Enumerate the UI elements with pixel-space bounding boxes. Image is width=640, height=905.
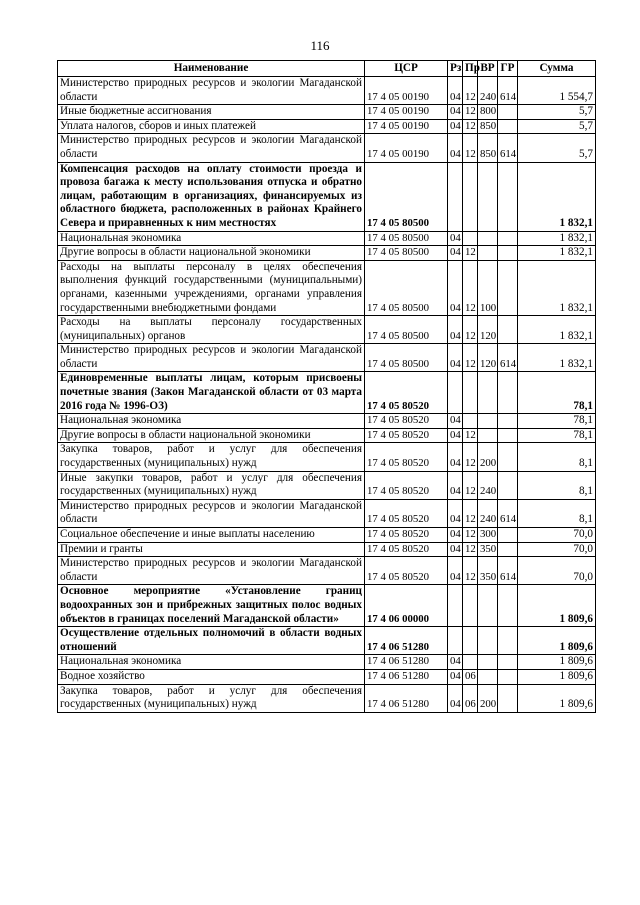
- cell-vr: 100: [478, 260, 498, 315]
- cell-name: Единовременные выплаты лицам, которым присвоены почетные звания (Закон Магаданской области от 03 марта 2016 года № 1996-ОЗ): [58, 372, 365, 414]
- cell-csr: 17 4 05 00190: [365, 134, 448, 162]
- cell-rz: 04: [448, 316, 463, 344]
- cell-name: Компенсация расходов на оплату стоимости проезда и провоза багажа к месту использования отпуска и обратно лицам, работающим в организациях, финансируемых из областного бюджета, расположенных в районах Крайнего Севера и приравненных к ним местностях: [58, 162, 365, 231]
- cell-name: Закупка товаров, работ и услуг для обеспечения государственных (муниципальных) нужд: [58, 684, 365, 712]
- table-row: [58, 344, 596, 372]
- cell-pr: 12: [463, 246, 478, 261]
- cell-vr: 200: [478, 684, 498, 712]
- table-row: [58, 528, 596, 543]
- cell-pr: [463, 627, 478, 655]
- cell-csr: 17 4 06 51280: [365, 655, 448, 670]
- header-name: Наименование: [58, 61, 365, 77]
- page-number: 116: [310, 38, 330, 53]
- cell-rz: 04: [448, 443, 463, 471]
- table-row: [58, 246, 596, 261]
- cell-name: Министерство природных ресурсов и экологии Магаданской области: [58, 499, 365, 527]
- cell-sum: 5,7: [518, 105, 596, 120]
- cell-name: Министерство природных ресурсов и экологии Магаданской области: [58, 557, 365, 585]
- table-row: [58, 162, 596, 231]
- cell-csr: 17 4 06 51280: [365, 669, 448, 684]
- cell-gr: [498, 231, 518, 246]
- cell-sum: 1 832,1: [518, 316, 596, 344]
- cell-gr: 614: [498, 499, 518, 527]
- budget-table: [57, 60, 596, 713]
- cell-vr: 350: [478, 542, 498, 557]
- table-body: [58, 77, 596, 713]
- table-row: [58, 655, 596, 670]
- cell-gr: [498, 471, 518, 499]
- cell-gr: [498, 655, 518, 670]
- cell-csr: 17 4 05 80520: [365, 542, 448, 557]
- cell-name: Национальная экономика: [58, 414, 365, 429]
- cell-gr: 614: [498, 344, 518, 372]
- cell-csr: 17 4 05 80500: [365, 246, 448, 261]
- cell-pr: 06: [463, 669, 478, 684]
- table-row: [58, 105, 596, 120]
- cell-csr: 17 4 05 80520: [365, 414, 448, 429]
- cell-pr: 12: [463, 528, 478, 543]
- header-pr: Пр: [463, 61, 478, 77]
- cell-vr: [478, 372, 498, 414]
- cell-pr: 12: [463, 471, 478, 499]
- cell-name: Уплата налогов, сборов и иных платежей: [58, 119, 365, 134]
- cell-pr: [463, 585, 478, 627]
- cell-rz: 04: [448, 655, 463, 670]
- table-row: [58, 669, 596, 684]
- cell-sum: 1 832,1: [518, 162, 596, 231]
- cell-gr: [498, 542, 518, 557]
- cell-csr: 17 4 06 00000: [365, 585, 448, 627]
- cell-pr: 06: [463, 684, 478, 712]
- cell-rz: 04: [448, 344, 463, 372]
- cell-pr: 12: [463, 499, 478, 527]
- cell-name: Основное мероприятие «Установление границ водоохранных зон и прибрежных защитных полос водных объектов в границах поселений Магаданской области»: [58, 585, 365, 627]
- cell-rz: 04: [448, 684, 463, 712]
- cell-sum: 5,7: [518, 134, 596, 162]
- cell-csr: 17 4 05 00190: [365, 119, 448, 134]
- cell-rz: 04: [448, 542, 463, 557]
- cell-sum: 1 554,7: [518, 77, 596, 105]
- cell-vr: [478, 669, 498, 684]
- cell-vr: [478, 655, 498, 670]
- cell-csr: 17 4 06 51280: [365, 684, 448, 712]
- cell-csr: 17 4 05 00190: [365, 77, 448, 105]
- cell-rz: [448, 627, 463, 655]
- cell-name: Национальная экономика: [58, 655, 365, 670]
- cell-sum: 78,1: [518, 372, 596, 414]
- cell-gr: [498, 316, 518, 344]
- cell-gr: 614: [498, 134, 518, 162]
- cell-gr: [498, 528, 518, 543]
- cell-gr: [498, 443, 518, 471]
- cell-name: Расходы на выплаты персоналу в целях обеспечения выполнения функций государственными (муниципальными) органами, казенными учреждениями, органами управления государственными внебюджетными фондами: [58, 260, 365, 315]
- cell-gr: [498, 162, 518, 231]
- table-row: [58, 471, 596, 499]
- cell-gr: [498, 684, 518, 712]
- table-row: [58, 372, 596, 414]
- cell-sum: 70,0: [518, 557, 596, 585]
- cell-name: Иные бюджетные ассигнования: [58, 105, 365, 120]
- cell-pr: [463, 655, 478, 670]
- cell-rz: 04: [448, 669, 463, 684]
- cell-vr: 850: [478, 119, 498, 134]
- cell-vr: [478, 246, 498, 261]
- cell-pr: 12: [463, 105, 478, 120]
- cell-csr: 17 4 05 80520: [365, 372, 448, 414]
- cell-name: Премии и гранты: [58, 542, 365, 557]
- cell-vr: 800: [478, 105, 498, 120]
- header-sum: Сумма: [518, 61, 596, 77]
- table-row: [58, 414, 596, 429]
- cell-pr: 12: [463, 542, 478, 557]
- cell-sum: 1 832,1: [518, 260, 596, 315]
- cell-csr: 17 4 05 80500: [365, 162, 448, 231]
- cell-sum: 70,0: [518, 542, 596, 557]
- cell-csr: 17 4 05 80520: [365, 471, 448, 499]
- cell-csr: 17 4 05 80520: [365, 428, 448, 443]
- cell-vr: 300: [478, 528, 498, 543]
- cell-gr: [498, 414, 518, 429]
- cell-pr: 12: [463, 428, 478, 443]
- cell-sum: 8,1: [518, 443, 596, 471]
- cell-gr: [498, 246, 518, 261]
- cell-sum: 1 832,1: [518, 246, 596, 261]
- cell-gr: [498, 669, 518, 684]
- cell-vr: 240: [478, 499, 498, 527]
- cell-sum: 5,7: [518, 119, 596, 134]
- cell-sum: 78,1: [518, 428, 596, 443]
- cell-name: Другие вопросы в области национальной экономики: [58, 428, 365, 443]
- cell-rz: [448, 372, 463, 414]
- table-row: [58, 684, 596, 712]
- cell-vr: 120: [478, 344, 498, 372]
- cell-sum: 8,1: [518, 499, 596, 527]
- cell-pr: 12: [463, 443, 478, 471]
- cell-pr: [463, 414, 478, 429]
- cell-csr: 17 4 05 80520: [365, 499, 448, 527]
- cell-name: Национальная экономика: [58, 231, 365, 246]
- table-row: [58, 627, 596, 655]
- cell-sum: 1 832,1: [518, 231, 596, 246]
- table-row: [58, 134, 596, 162]
- cell-rz: 04: [448, 471, 463, 499]
- cell-rz: 04: [448, 260, 463, 315]
- table-row: [58, 231, 596, 246]
- table-row: [58, 585, 596, 627]
- cell-rz: 04: [448, 499, 463, 527]
- cell-csr: 17 4 05 80520: [365, 528, 448, 543]
- cell-pr: 12: [463, 260, 478, 315]
- cell-vr: [478, 627, 498, 655]
- cell-pr: 12: [463, 316, 478, 344]
- cell-csr: 17 4 05 80520: [365, 557, 448, 585]
- cell-vr: [478, 162, 498, 231]
- header-rz: Рз: [448, 61, 463, 77]
- table-row: [58, 499, 596, 527]
- cell-rz: 04: [448, 528, 463, 543]
- cell-sum: 1 809,6: [518, 655, 596, 670]
- cell-gr: [498, 372, 518, 414]
- cell-name: Осуществление отдельных полномочий в области водных отношений: [58, 627, 365, 655]
- cell-csr: 17 4 05 80500: [365, 316, 448, 344]
- cell-vr: 350: [478, 557, 498, 585]
- cell-vr: [478, 414, 498, 429]
- header-gr: ГР: [498, 61, 518, 77]
- cell-name: Министерство природных ресурсов и экологии Магаданской области: [58, 344, 365, 372]
- cell-rz: 04: [448, 77, 463, 105]
- cell-vr: 850: [478, 134, 498, 162]
- cell-sum: 1 809,6: [518, 627, 596, 655]
- cell-sum: 78,1: [518, 414, 596, 429]
- cell-sum: 1 809,6: [518, 669, 596, 684]
- cell-gr: [498, 585, 518, 627]
- cell-gr: [498, 428, 518, 443]
- cell-pr: 12: [463, 119, 478, 134]
- cell-gr: [498, 105, 518, 120]
- cell-sum: 1 809,6: [518, 585, 596, 627]
- cell-pr: [463, 372, 478, 414]
- cell-csr: 17 4 05 80500: [365, 260, 448, 315]
- table-header-row: [58, 61, 596, 77]
- cell-csr: 17 4 05 80500: [365, 344, 448, 372]
- cell-pr: 12: [463, 134, 478, 162]
- table-row: [58, 77, 596, 105]
- header-csr: ЦСР: [365, 61, 448, 77]
- cell-csr: 17 4 05 80520: [365, 443, 448, 471]
- cell-name: Другие вопросы в области национальной экономики: [58, 246, 365, 261]
- cell-name: Иные закупки товаров, работ и услуг для обеспечения государственных (муниципальных) нужд: [58, 471, 365, 499]
- cell-name: Министерство природных ресурсов и экологии Магаданской области: [58, 77, 365, 105]
- cell-vr: 120: [478, 316, 498, 344]
- table-row: [58, 119, 596, 134]
- cell-rz: 04: [448, 134, 463, 162]
- cell-csr: 17 4 05 80500: [365, 231, 448, 246]
- cell-gr: [498, 260, 518, 315]
- cell-vr: 200: [478, 443, 498, 471]
- cell-name: Закупка товаров, работ и услуг для обеспечения государственных (муниципальных) нужд: [58, 443, 365, 471]
- cell-csr: 17 4 06 51280: [365, 627, 448, 655]
- cell-name: Водное хозяйство: [58, 669, 365, 684]
- cell-name: Социальное обеспечение и иные выплаты населению: [58, 528, 365, 543]
- cell-vr: [478, 231, 498, 246]
- table-row: [58, 428, 596, 443]
- cell-rz: 04: [448, 119, 463, 134]
- cell-rz: 04: [448, 105, 463, 120]
- cell-gr: 614: [498, 77, 518, 105]
- table-row: [58, 260, 596, 315]
- cell-rz: 04: [448, 246, 463, 261]
- cell-sum: 1 832,1: [518, 344, 596, 372]
- cell-sum: 8,1: [518, 471, 596, 499]
- cell-gr: 614: [498, 557, 518, 585]
- cell-pr: [463, 162, 478, 231]
- cell-pr: 12: [463, 344, 478, 372]
- cell-pr: [463, 231, 478, 246]
- cell-rz: 04: [448, 231, 463, 246]
- cell-pr: 12: [463, 77, 478, 105]
- cell-name: Министерство природных ресурсов и экологии Магаданской области: [58, 134, 365, 162]
- header-vr: ВР: [478, 61, 498, 77]
- table-row: [58, 557, 596, 585]
- cell-csr: 17 4 05 00190: [365, 105, 448, 120]
- table-row: [58, 542, 596, 557]
- cell-sum: 1 809,6: [518, 684, 596, 712]
- cell-vr: 240: [478, 471, 498, 499]
- cell-gr: [498, 119, 518, 134]
- cell-rz: 04: [448, 428, 463, 443]
- cell-rz: 04: [448, 557, 463, 585]
- table-row: [58, 443, 596, 471]
- table-row: [58, 316, 596, 344]
- cell-gr: [498, 627, 518, 655]
- cell-vr: [478, 428, 498, 443]
- cell-sum: 70,0: [518, 528, 596, 543]
- cell-name: Расходы на выплаты персоналу государственных (муниципальных) органов: [58, 316, 365, 344]
- cell-rz: [448, 162, 463, 231]
- cell-vr: 240: [478, 77, 498, 105]
- cell-rz: [448, 585, 463, 627]
- cell-pr: 12: [463, 557, 478, 585]
- cell-vr: [478, 585, 498, 627]
- cell-rz: 04: [448, 414, 463, 429]
